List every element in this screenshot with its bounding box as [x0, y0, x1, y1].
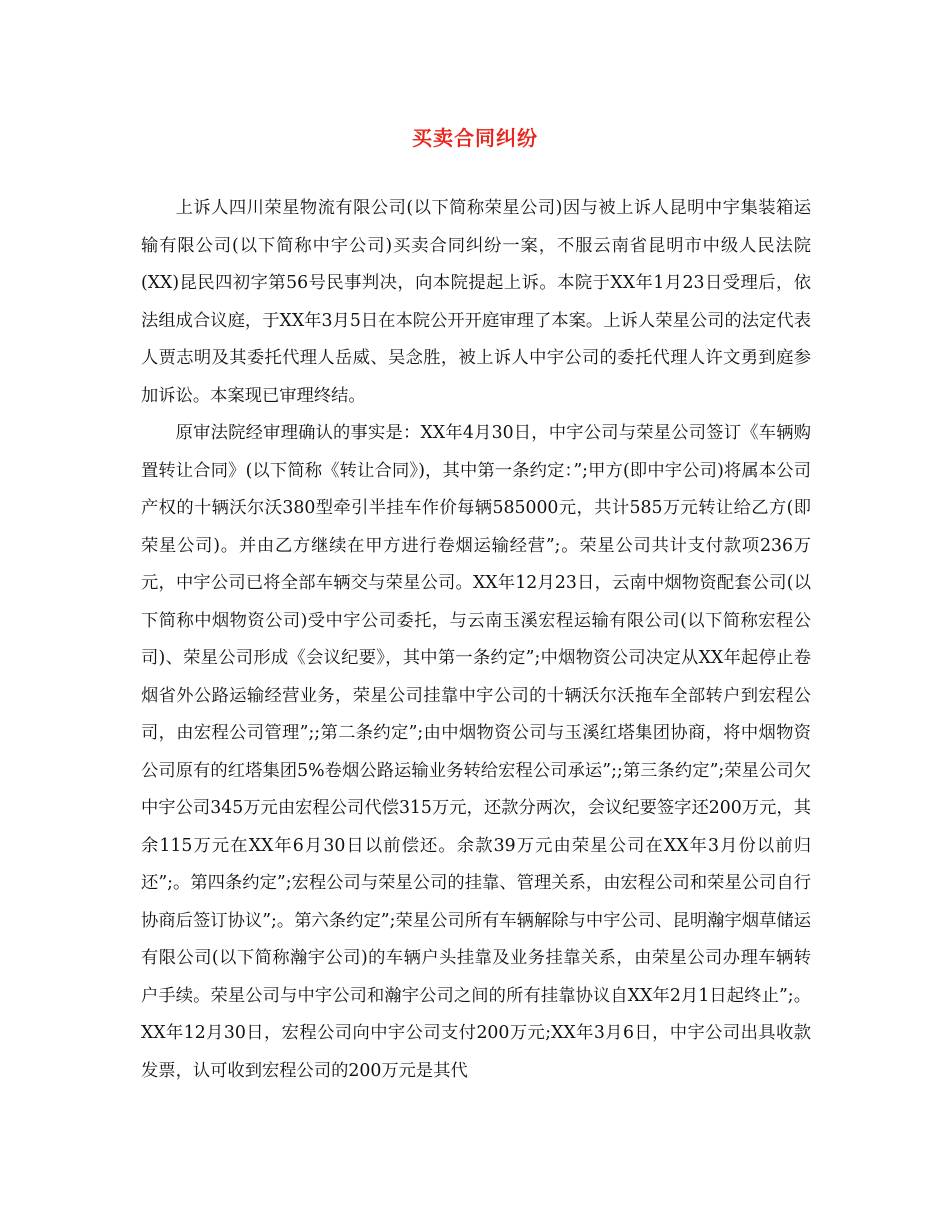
- paragraph: 上诉人四川荣星物流有限公司(以下简称荣星公司)因与被上诉人昆明中宇集装箱运输有限公司(以下简称中宇公司)买卖合同纠纷一案，不服云南省昆明市中级人民法院(XX)昆民四初字第56号民事判决，向本院提起上诉。本院于XX年1月23日受理后，依法组成合议庭，于XX年3月5日在本院公开开庭审理了本案。上诉人荣星公司的法定代表人贾志明及其委托代理人岳威、吴念胜，被上诉人中宇公司的委托代理人许文勇到庭参加诉讼。本案现已审理终结。: [141, 198, 811, 406]
- document-body: [141, 190, 811, 1090]
- paragraph: 原审法院经审理确认的事实是：XX年4月30日，中宇公司与荣星公司签订《车辆购置转让合同》(以下简称《转让合同》)，其中第一条约定：”;甲方(即中宇公司)将属本公司产权的十辆沃尔沃380型牵引半挂车作价每辆585000元，共计585万元转让给乙方(即荣星公司)。并由乙方继续在甲方进行卷烟运输经营”;。荣星公司共计支付款项236万元，中宇公司已将全部车辆交与荣星公司。XX年12月23日，云南中烟物资配套公司(以下简称中烟物资公司)受中宇公司委托，与云南玉溪宏程运输有限公司(以下简称宏程公司)、荣星公司形成《会议纪要》，其中第一条约定”;中烟物资公司决定从XX年起停止卷烟省外公路运输经营业务，荣星公司挂靠中宇公司的十辆沃尔沃拖车全部转户到宏程公司，由宏程公司管理”;;第二条约定”;由中烟物资公司与玉溪红塔集团协商，将中烟物资公司原有的红塔集团5%卷烟公路运输业务转给宏程公司承运”;;第三条约定”;荣星公司欠中宇公司345万元由宏程公司代偿315万元，还款分两次，会议纪要签字还200万元，其余115万元在XX年6月30日以前偿还。余款39万元由荣星公司在XX年3月份以前归还”;。第四条约定”;宏程公司与荣星公司的挂靠、管理关系，由宏程公司和荣星公司自行协商后签订协议”;。第六条约定”;荣星公司所有车辆解除与中宇公司、昆明瀚宇烟草储运有限公司(以下简称瀚宇公司)的车辆户头挂靠及业务挂靠关系，由荣星公司办理车辆转户手续。荣星公司与中宇公司和瀚宇公司之间的所有挂靠协议自XX年2月1日起终止”;。XX年12月30日，宏程公司向中宇公司支付200万元;XX年3月6日，中宇公司出具收款发票，认可收到宏程公司的200万元是其代: [141, 423, 811, 1081]
- document-title: 买卖合同纠纷: [412, 126, 538, 150]
